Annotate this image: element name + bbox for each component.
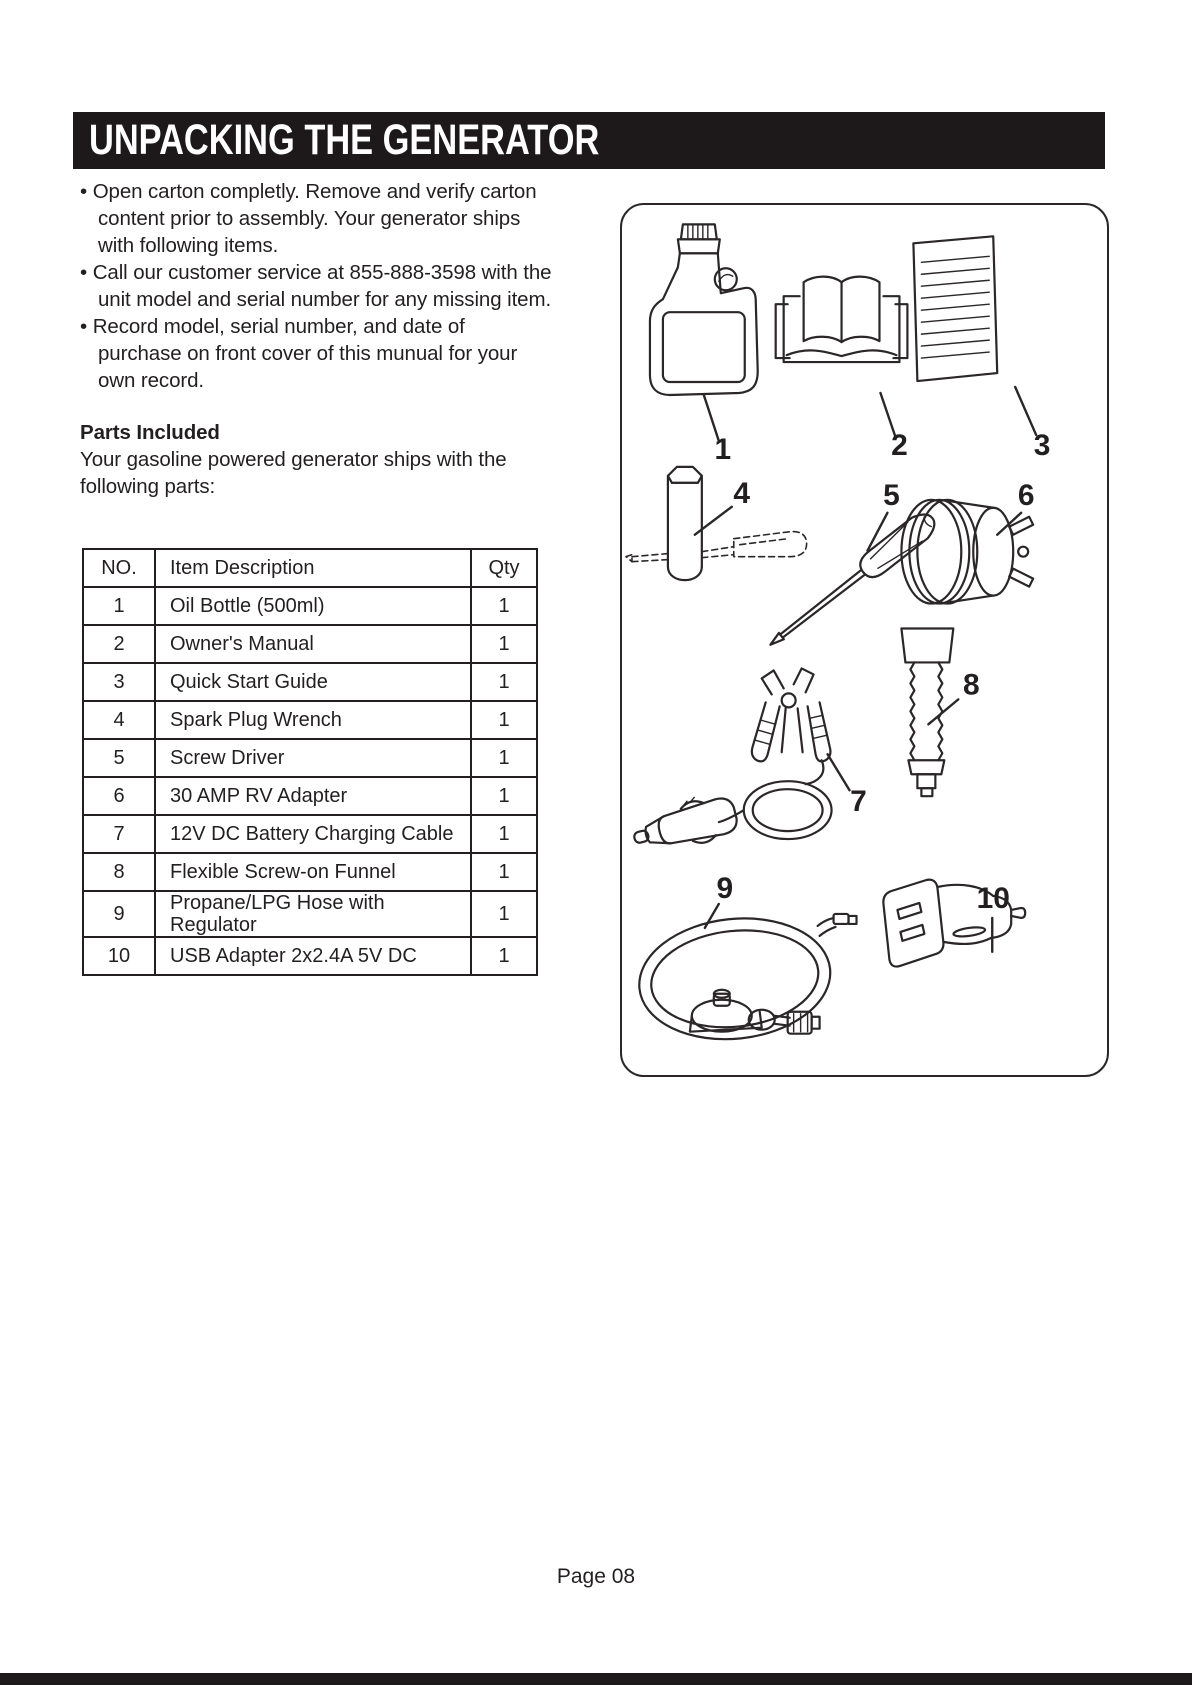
callout-6: 6: [1017, 478, 1035, 512]
cell-qty: 1: [471, 891, 537, 937]
parts-included-description: Your gasoline powered generator ships with the following parts:: [80, 448, 507, 498]
callout-3: 3: [1033, 428, 1051, 462]
table-row: [83, 853, 537, 891]
section-title: UNPACKING THE GENERATOR: [89, 116, 600, 164]
table-row: [83, 937, 537, 975]
header-qty: Qty: [471, 549, 537, 587]
bullet-customer-service: • Call our customer service at 855-888-3598 with the unit model and serial number for any missing item.: [80, 259, 552, 313]
page-number: Page 08: [556, 1565, 636, 1588]
cell-no: 4: [83, 701, 155, 739]
table-row: [83, 739, 537, 777]
table-row: [83, 663, 537, 701]
cell-desc: USB Adapter 2x2.4A 5V DC: [155, 937, 471, 975]
callout-7: 7: [850, 785, 867, 819]
cell-qty: 1: [471, 853, 537, 891]
cell-desc: Propane/LPG Hose with Regulator: [155, 891, 471, 937]
callout-8: 8: [962, 668, 980, 702]
instructions-column: [80, 178, 552, 500]
parts-included-heading: Parts Included: [80, 421, 220, 444]
callout-1: 1: [714, 432, 732, 466]
owners-manual-icon: [776, 277, 908, 437]
cell-desc: Flexible Screw-on Funnel: [155, 853, 471, 891]
callout-5: 5: [883, 478, 900, 512]
cell-qty: 1: [471, 663, 537, 701]
cell-no: 10: [83, 937, 155, 975]
cell-no: 6: [83, 777, 155, 815]
cell-desc: Spark Plug Wrench: [155, 701, 471, 739]
cell-desc: 30 AMP RV Adapter: [155, 777, 471, 815]
cell-qty: 1: [471, 739, 537, 777]
cell-no: 5: [83, 739, 155, 777]
flexible-funnel-icon: [901, 629, 958, 797]
table-row: [83, 815, 537, 853]
table-header-row: [83, 549, 537, 587]
cell-no: 2: [83, 625, 155, 663]
cell-no: 8: [83, 853, 155, 891]
cell-desc: 12V DC Battery Charging Cable: [155, 815, 471, 853]
header-no: NO.: [83, 549, 155, 587]
cell-no: 1: [83, 587, 155, 625]
callout-2: 2: [891, 428, 908, 462]
unpacking-bullet-list: [80, 178, 552, 394]
callout-9: 9: [716, 871, 734, 905]
cell-qty: 1: [471, 937, 537, 975]
bullet-record-model: • Record model, serial number, and date of purchase on front cover of this munual for your own record.: [80, 313, 552, 394]
parts-line-art: [622, 205, 1106, 1074]
header-desc: Item Description: [155, 549, 471, 587]
table-row: [83, 625, 537, 663]
oil-bottle-icon: [650, 224, 758, 441]
cell-desc: Oil Bottle (500ml): [155, 587, 471, 625]
cell-qty: 1: [471, 701, 537, 739]
cell-desc: Owner's Manual: [155, 625, 471, 663]
table-row: [83, 701, 537, 739]
table-row: [83, 891, 537, 937]
quick-start-guide-icon: [913, 236, 1036, 435]
table-row: [83, 777, 537, 815]
cell-desc: Screw Driver: [155, 739, 471, 777]
cell-qty: 1: [471, 625, 537, 663]
battery-cable-icon: [628, 668, 849, 858]
bottom-rule: [0, 1673, 1192, 1685]
cell-no: 9: [83, 891, 155, 937]
cell-no: 3: [83, 663, 155, 701]
cell-qty: 1: [471, 777, 537, 815]
cell-desc: Quick Start Guide: [155, 663, 471, 701]
cell-qty: 1: [471, 587, 537, 625]
callout-4: 4: [733, 476, 751, 510]
spark-plug-wrench-icon: [626, 467, 807, 580]
propane-hose-regulator-icon: [633, 904, 856, 1048]
callout-10: 10: [976, 881, 1010, 915]
parts-figure-panel: [620, 203, 1109, 1077]
section-title-bar: [73, 112, 1105, 169]
cell-qty: 1: [471, 815, 537, 853]
table-row: [83, 587, 537, 625]
cell-no: 7: [83, 815, 155, 853]
bullet-open-carton: • Open carton completly. Remove and verify carton content prior to assembly. Your generator ships with following items.: [80, 178, 552, 259]
parts-table: [82, 548, 538, 976]
